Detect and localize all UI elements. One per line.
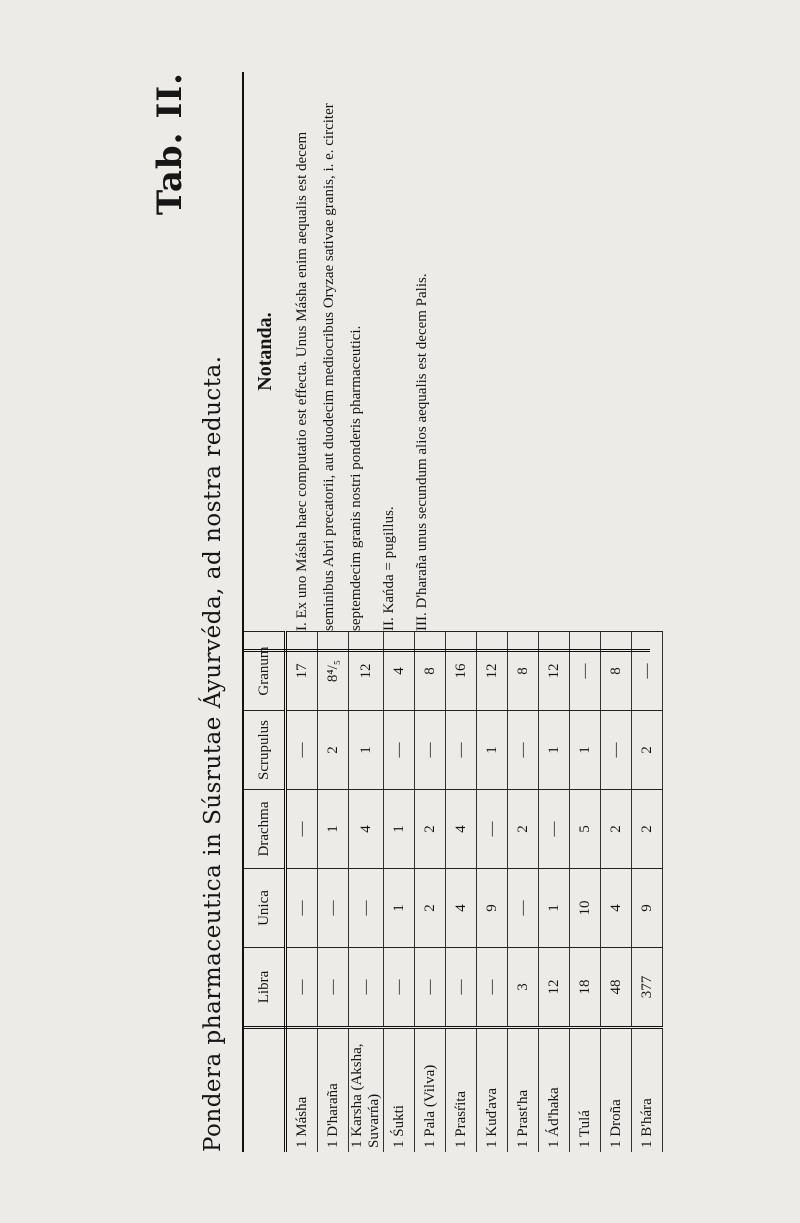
cell-drachma: — bbox=[286, 789, 318, 868]
cell-scrupulus: — bbox=[384, 710, 415, 789]
cell-libra: 377 bbox=[632, 947, 663, 1027]
cell-scrupulus: — bbox=[446, 710, 477, 789]
row-label: 1 Droña bbox=[601, 1027, 632, 1152]
table-row bbox=[446, 631, 477, 1152]
notes-panel bbox=[244, 72, 650, 652]
column-header-libra: Libra bbox=[244, 947, 286, 1027]
table-row bbox=[508, 631, 539, 1152]
column-header-unica: Unica bbox=[244, 868, 286, 947]
row-label: 1 Prast'ha bbox=[508, 1027, 539, 1152]
cell-granum: 12 bbox=[539, 631, 570, 710]
note-2: II. Kańda = pugillus. bbox=[381, 505, 397, 631]
table-row bbox=[601, 631, 632, 1152]
cell-granum: 8 bbox=[508, 631, 539, 710]
cell-granum: — bbox=[632, 631, 663, 710]
cell-unica: 4 bbox=[446, 868, 477, 947]
table-row bbox=[570, 631, 601, 1152]
cell-unica: — bbox=[286, 868, 318, 947]
row-label: 1 Másha bbox=[286, 1027, 318, 1152]
cell-scrupulus: 1 bbox=[570, 710, 601, 789]
table-header-row bbox=[244, 631, 286, 1152]
row-label: 1 D'haraña bbox=[318, 1027, 349, 1152]
row-label: 1 B'hára bbox=[632, 1027, 663, 1152]
row-label: 1 Śukti bbox=[384, 1027, 415, 1152]
cell-granum: 12 bbox=[349, 631, 384, 710]
cell-drachma: — bbox=[539, 789, 570, 868]
cell-libra: — bbox=[318, 947, 349, 1027]
cell-drachma: 2 bbox=[415, 789, 446, 868]
notes-heading: Notanda. bbox=[254, 311, 276, 391]
cell-unica: 9 bbox=[477, 868, 508, 947]
table-row bbox=[349, 631, 384, 1152]
cell-libra: — bbox=[446, 947, 477, 1027]
cell-libra: 3 bbox=[508, 947, 539, 1027]
rotated-page bbox=[150, 71, 655, 1152]
cell-libra: — bbox=[384, 947, 415, 1027]
table-row bbox=[286, 631, 318, 1152]
row-label: 1 Tulá bbox=[570, 1027, 601, 1152]
cell-libra: — bbox=[477, 947, 508, 1027]
table-row bbox=[384, 631, 415, 1152]
table-row bbox=[318, 631, 349, 1152]
page-title: Pondera pharmaceutica in Súsrutae Áyurvéda, ad nostra reducta. bbox=[200, 354, 226, 1152]
cell-drachma: 4 bbox=[446, 789, 477, 868]
table-number: Tab. II. bbox=[150, 71, 190, 215]
cell-granum: 16 bbox=[446, 631, 477, 710]
cell-granum: 8⁴/₅ bbox=[318, 631, 349, 710]
cell-scrupulus: — bbox=[508, 710, 539, 789]
cell-unica: 1 bbox=[539, 868, 570, 947]
cell-scrupulus: 2 bbox=[318, 710, 349, 789]
column-header-granum: Granum bbox=[244, 631, 286, 710]
cell-unica: — bbox=[508, 868, 539, 947]
cell-unica: 4 bbox=[601, 868, 632, 947]
column-header-blank bbox=[244, 1027, 286, 1152]
column-header-scrupulus: Scrupulus bbox=[244, 710, 286, 789]
cell-drachma: 4 bbox=[349, 789, 384, 868]
cell-unica: — bbox=[349, 868, 384, 947]
row-label: 1 Karsha (Aksha, Suvarńa) bbox=[349, 1027, 384, 1152]
cell-scrupulus: 1 bbox=[477, 710, 508, 789]
row-label: 1 Ád'haka bbox=[539, 1027, 570, 1152]
cell-drachma: 2 bbox=[601, 789, 632, 868]
cell-libra: 48 bbox=[601, 947, 632, 1027]
weights-table bbox=[244, 631, 663, 1152]
column-header-drachma: Drachma bbox=[244, 789, 286, 868]
cell-libra: 18 bbox=[570, 947, 601, 1027]
cell-scrupulus: 2 bbox=[632, 710, 663, 789]
row-label: 1 Kuďava bbox=[477, 1027, 508, 1152]
cell-drachma: 1 bbox=[384, 789, 415, 868]
cell-drachma: 2 bbox=[632, 789, 663, 868]
cell-scrupulus: 1 bbox=[539, 710, 570, 789]
note-3: III. D'haraña unus secundum alios aequalis est decem Palis. bbox=[414, 272, 430, 631]
cell-drachma: 2 bbox=[508, 789, 539, 868]
cell-libra: — bbox=[415, 947, 446, 1027]
cell-granum: 12 bbox=[477, 631, 508, 710]
cell-unica: — bbox=[318, 868, 349, 947]
table-row bbox=[539, 631, 570, 1152]
cell-granum: — bbox=[570, 631, 601, 710]
cell-scrupulus: — bbox=[286, 710, 318, 789]
cell-unica: 9 bbox=[632, 868, 663, 947]
row-label: 1 Pala (Vilva) bbox=[415, 1027, 446, 1152]
cell-libra: — bbox=[349, 947, 384, 1027]
cell-unica: 2 bbox=[415, 868, 446, 947]
cell-drachma: — bbox=[477, 789, 508, 868]
cell-scrupulus: — bbox=[601, 710, 632, 789]
table-row bbox=[632, 631, 663, 1152]
cell-scrupulus: — bbox=[415, 710, 446, 789]
cell-drachma: 5 bbox=[570, 789, 601, 868]
cell-scrupulus: 1 bbox=[349, 710, 384, 789]
cell-unica: 1 bbox=[384, 868, 415, 947]
cell-granum: 17 bbox=[286, 631, 318, 710]
cell-granum: 4 bbox=[384, 631, 415, 710]
table-row bbox=[415, 631, 446, 1152]
note-1: I. Ex uno Másha haec computatio est effecta. Unus Másha enim aequalis est decem seminibus Abri precatorii, aut duodecim mediocribus Oryzae sativae granis, i. e. circiter septemdecim granis nostri ponderis pharmaceutici. bbox=[294, 102, 364, 631]
row-label: 1 Prasŕita bbox=[446, 1027, 477, 1152]
cell-drachma: 1 bbox=[318, 789, 349, 868]
table-row bbox=[477, 631, 508, 1152]
cell-libra: 12 bbox=[539, 947, 570, 1027]
cell-granum: 8 bbox=[601, 631, 632, 710]
cell-granum: 8 bbox=[415, 631, 446, 710]
cell-libra: — bbox=[286, 947, 318, 1027]
cell-unica: 10 bbox=[570, 868, 601, 947]
